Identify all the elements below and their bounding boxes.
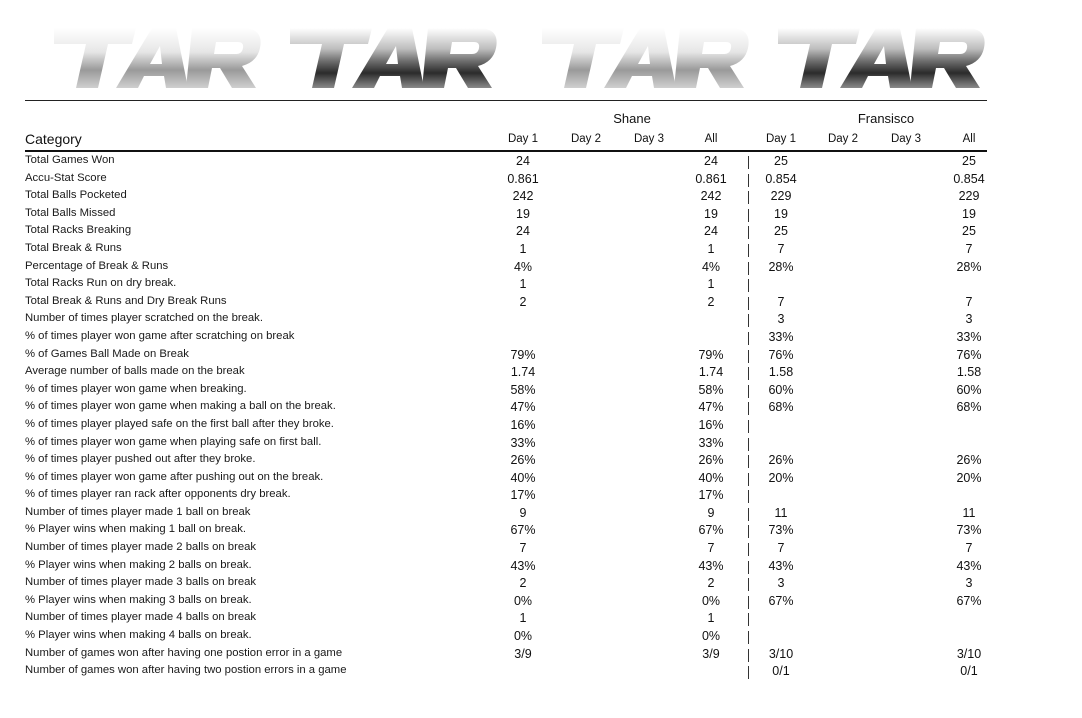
- cell-fransisco-day1: 11: [774, 505, 788, 520]
- cell-shane-all: 26%: [698, 453, 724, 468]
- column-header-row: [25, 131, 987, 149]
- row-label: % Player wins when making 2 balls on break.: [25, 558, 252, 571]
- player-divider: [748, 490, 749, 503]
- tar-logo-3: [542, 28, 749, 88]
- column-header-rule: [25, 150, 987, 152]
- row-label: Number of times player made 4 balls on break: [25, 611, 257, 624]
- player-divider: [748, 350, 749, 363]
- player-divider: [748, 508, 749, 521]
- table-row: [25, 646, 987, 664]
- player-name-2: Fransisco: [857, 111, 915, 126]
- cell-fransisco-all: 25: [962, 224, 976, 239]
- cell-fransisco-all: 19: [962, 206, 976, 221]
- row-label: Total Break & Runs and Dry Break Runs: [25, 294, 227, 307]
- row-label: Total Racks Breaking: [25, 224, 132, 237]
- cell-fransisco-all: 43%: [956, 558, 982, 573]
- cell-shane-all: 7: [707, 541, 715, 556]
- cell-shane-day1: 0.861: [507, 171, 539, 186]
- cell-shane-day1: 24: [516, 154, 530, 168]
- cell-shane-all: 19: [704, 206, 718, 221]
- cell-fransisco-day1: 26%: [768, 453, 794, 468]
- cell-shane-day1: 40%: [510, 470, 536, 485]
- player-divider: [748, 279, 749, 292]
- table-row: [25, 347, 987, 365]
- tar-logo-banner: [36, 22, 986, 96]
- cell-fransisco-day1: 7: [777, 294, 785, 309]
- cell-shane-day1: 79%: [510, 347, 536, 362]
- table-row: [25, 663, 987, 681]
- cell-shane-all: 2: [707, 294, 715, 309]
- table-row: [25, 610, 987, 628]
- player-divider: [748, 420, 749, 433]
- cell-shane-day1: 0%: [513, 629, 533, 644]
- cell-shane-day1: 9: [519, 505, 527, 520]
- cell-fransisco-day1: 7: [777, 541, 785, 556]
- table-row: [25, 593, 987, 611]
- cell-shane-day1: 1: [519, 611, 527, 626]
- row-label: Average number of balls made on the break: [25, 365, 245, 378]
- tar-logo-4: [778, 28, 985, 88]
- cell-shane-day1: 26%: [510, 453, 536, 468]
- row-label: % Player wins when making 4 balls on break.: [25, 629, 252, 642]
- cell-fransisco-day1: 43%: [768, 558, 794, 573]
- cell-shane-all: 17%: [698, 488, 724, 503]
- cell-fransisco-all: 3: [965, 312, 973, 327]
- player-divider: [748, 578, 749, 591]
- table-row: [25, 311, 987, 329]
- cell-fransisco-day1: 28%: [768, 259, 794, 274]
- table-row: [25, 417, 987, 435]
- table-row: [25, 329, 987, 347]
- table-row: [25, 540, 987, 558]
- cell-shane-day1: 7: [519, 541, 527, 556]
- cell-fransisco-all: 1.58: [956, 365, 982, 380]
- player-divider: [748, 226, 749, 239]
- table-row: [25, 505, 987, 523]
- col-header-fransisco-all: All: [962, 133, 976, 145]
- player-divider: [748, 473, 749, 486]
- cell-fransisco-day1: 0.854: [765, 171, 797, 186]
- row-label: Number of games won after having one postion error in a game: [25, 646, 343, 659]
- cell-shane-day1: 4%: [513, 259, 533, 274]
- cell-shane-all: 4%: [701, 259, 721, 274]
- cell-fransisco-day1: 68%: [768, 400, 794, 415]
- cell-shane-day1: 19: [516, 206, 530, 221]
- cell-fransisco-all: 20%: [956, 470, 982, 485]
- row-label: Number of games won after having two postion errors in a game: [25, 664, 347, 677]
- cell-fransisco-day1: 76%: [768, 347, 794, 362]
- cell-fransisco-all: 60%: [956, 382, 982, 397]
- row-label: Total Balls Pocketed: [25, 189, 127, 202]
- player-divider: [748, 262, 749, 275]
- cell-fransisco-all: 73%: [956, 523, 982, 538]
- player-divider: [748, 174, 749, 187]
- stats-table: [25, 153, 987, 681]
- cell-fransisco-all: 33%: [956, 329, 982, 344]
- cell-shane-all: 24: [704, 224, 718, 239]
- cell-shane-all: 0%: [701, 629, 721, 644]
- player-divider: [748, 385, 749, 398]
- header-rule: [25, 100, 987, 101]
- player-divider: [748, 455, 749, 468]
- player-divider: [748, 613, 749, 626]
- row-label: Total Break & Runs: [25, 241, 122, 254]
- table-row: [25, 628, 987, 646]
- player-divider: [748, 596, 749, 609]
- row-label: Number of times player made 1 ball on break: [25, 505, 251, 518]
- cell-fransisco-day1: 25: [774, 154, 788, 168]
- cell-shane-all: 43%: [698, 558, 724, 573]
- cell-shane-day1: 1: [519, 277, 527, 292]
- cell-shane-all: 67%: [698, 523, 724, 538]
- player-divider: [748, 314, 749, 327]
- col-header-shane-day3: Day 3: [633, 133, 665, 145]
- player-divider: [748, 402, 749, 415]
- cell-fransisco-all: 11: [962, 505, 976, 520]
- cell-shane-all: 0%: [701, 593, 721, 608]
- col-header-fransisco-day2: Day 2: [827, 133, 859, 145]
- row-label: Total Balls Missed: [25, 206, 116, 219]
- cell-fransisco-all: 26%: [956, 453, 982, 468]
- cell-fransisco-day1: 3/10: [768, 646, 794, 661]
- cell-fransisco-all: 0.854: [953, 171, 985, 186]
- cell-shane-day1: 1: [519, 241, 527, 256]
- table-row: [25, 575, 987, 593]
- cell-fransisco-day1: 20%: [768, 470, 794, 485]
- cell-shane-all: 16%: [698, 417, 724, 432]
- player-divider: [748, 156, 749, 169]
- table-row: [25, 399, 987, 417]
- table-row: [25, 522, 987, 540]
- cell-fransisco-all: 229: [958, 189, 980, 204]
- cell-shane-all: 9: [707, 505, 715, 520]
- player-divider: [748, 543, 749, 556]
- table-row: [25, 487, 987, 505]
- tar-logo-2: [290, 28, 497, 88]
- col-header-fransisco-day1: Day 1: [765, 133, 797, 145]
- row-label: % of times player won game when making a ball on the break.: [25, 400, 336, 413]
- row-label: % of times player won game when breaking.: [25, 382, 247, 395]
- table-row: [25, 223, 987, 241]
- cell-fransisco-all: 28%: [956, 259, 982, 274]
- cell-fransisco-day1: 7: [777, 241, 785, 256]
- cell-shane-day1: 1.74: [510, 365, 536, 380]
- table-row: [25, 470, 987, 488]
- table-row: [25, 435, 987, 453]
- row-label: % of times player won game after pushing out on the break.: [25, 470, 324, 483]
- row-label: Number of times player made 3 balls on break: [25, 576, 257, 589]
- player-divider: [748, 561, 749, 574]
- cell-fransisco-all: 76%: [956, 347, 982, 362]
- cell-fransisco-all: 0/1: [960, 664, 978, 679]
- col-header-shane-day1: Day 1: [507, 133, 539, 145]
- table-row: [25, 241, 987, 259]
- cell-shane-day1: 24: [516, 224, 530, 239]
- player-name-1: Shane: [613, 111, 651, 126]
- cell-shane-day1: 47%: [510, 400, 536, 415]
- row-label: % of times player ran rack after opponents dry break.: [25, 488, 291, 501]
- cell-fransisco-day1: 3: [777, 576, 785, 591]
- col-header-shane-all: All: [704, 133, 718, 145]
- cell-shane-all: 58%: [698, 382, 724, 397]
- player-divider: [748, 666, 749, 679]
- cell-fransisco-all: 7: [965, 541, 973, 556]
- cell-fransisco-all: 3: [965, 576, 973, 591]
- player-divider: [748, 332, 749, 345]
- cell-fransisco-day1: 229: [770, 189, 792, 204]
- cell-shane-all: 3/9: [702, 646, 720, 661]
- player-divider: [748, 191, 749, 204]
- cell-fransisco-day1: 0/1: [772, 664, 790, 679]
- cell-shane-day1: 2: [519, 294, 527, 309]
- row-label: % of Games Ball Made on Break: [25, 347, 189, 360]
- row-label: Number of times player made 2 balls on break: [25, 541, 257, 554]
- cell-shane-day1: 242: [512, 189, 534, 204]
- cell-shane-all: 1: [707, 241, 715, 256]
- table-row: [25, 171, 987, 189]
- cell-shane-day1: 16%: [510, 417, 536, 432]
- player-divider: [748, 631, 749, 644]
- cell-shane-all: 242: [700, 189, 722, 204]
- table-row: [25, 364, 987, 382]
- cell-shane-day1: 0%: [513, 593, 533, 608]
- cell-fransisco-all: 25: [962, 154, 976, 168]
- category-header: Category: [25, 131, 82, 147]
- table-row: [25, 294, 987, 312]
- cell-fransisco-day1: 3: [777, 312, 785, 327]
- cell-fransisco-day1: 73%: [768, 523, 794, 538]
- row-label: % of times player won game after scratching on break: [25, 329, 295, 342]
- row-label: % of times player pushed out after they broke.: [25, 453, 256, 466]
- player-divider: [748, 649, 749, 662]
- cell-fransisco-all: 67%: [956, 593, 982, 608]
- cell-shane-all: 79%: [698, 347, 724, 362]
- cell-shane-all: 1: [707, 611, 715, 626]
- cell-shane-all: 40%: [698, 470, 724, 485]
- cell-shane-all: 33%: [698, 435, 724, 450]
- row-label: Percentage of Break & Runs: [25, 259, 169, 272]
- cell-shane-all: 0.861: [695, 171, 727, 186]
- table-row: [25, 276, 987, 294]
- table-row: [25, 382, 987, 400]
- cell-shane-day1: 33%: [510, 435, 536, 450]
- cell-shane-day1: 43%: [510, 558, 536, 573]
- player-divider: [748, 209, 749, 222]
- player-divider: [748, 438, 749, 451]
- cell-fransisco-day1: 25: [774, 224, 788, 239]
- table-row: [25, 259, 987, 277]
- cell-shane-day1: 3/9: [514, 646, 532, 661]
- player-divider: [748, 244, 749, 257]
- table-row: [25, 452, 987, 470]
- cell-shane-all: 24: [704, 154, 718, 168]
- col-header-fransisco-day3: Day 3: [890, 133, 922, 145]
- cell-shane-all: 2: [707, 576, 715, 591]
- cell-shane-all: 1.74: [698, 365, 724, 380]
- cell-fransisco-day1: 19: [774, 206, 788, 221]
- table-row: [25, 153, 987, 171]
- table-row: [25, 206, 987, 224]
- cell-fransisco-all: 7: [965, 241, 973, 256]
- cell-shane-all: 47%: [698, 400, 724, 415]
- row-label: % Player wins when making 3 balls on break.: [25, 593, 252, 606]
- cell-shane-day1: 67%: [510, 523, 536, 538]
- cell-shane-day1: 17%: [510, 488, 536, 503]
- cell-shane-all: 1: [707, 277, 715, 292]
- cell-shane-day1: 58%: [510, 382, 536, 397]
- cell-shane-day1: 2: [519, 576, 527, 591]
- row-label: Total Racks Run on dry break.: [25, 277, 177, 290]
- cell-fransisco-day1: 60%: [768, 382, 794, 397]
- row-label: Accu-Stat Score: [25, 171, 107, 184]
- player-divider: [748, 297, 749, 310]
- table-row: [25, 558, 987, 576]
- row-label: % of times player played safe on the first ball after they broke.: [25, 417, 334, 430]
- player-divider: [748, 525, 749, 538]
- cell-fransisco-all: 68%: [956, 400, 982, 415]
- row-label: % Player wins when making 1 ball on break.: [25, 523, 247, 536]
- cell-fransisco-all: 7: [965, 294, 973, 309]
- cell-fransisco-day1: 33%: [768, 329, 794, 344]
- col-header-shane-day2: Day 2: [570, 133, 602, 145]
- cell-fransisco-day1: 67%: [768, 593, 794, 608]
- tar-logo-1: [54, 28, 261, 88]
- row-label: Number of times player scratched on the break.: [25, 312, 263, 325]
- row-label: Total Games Won: [25, 154, 115, 166]
- cell-fransisco-day1: 1.58: [768, 365, 794, 380]
- row-label: % of times player won game when playing safe on first ball.: [25, 435, 322, 448]
- table-row: [25, 188, 987, 206]
- cell-fransisco-all: 3/10: [956, 646, 982, 661]
- player-divider: [748, 367, 749, 380]
